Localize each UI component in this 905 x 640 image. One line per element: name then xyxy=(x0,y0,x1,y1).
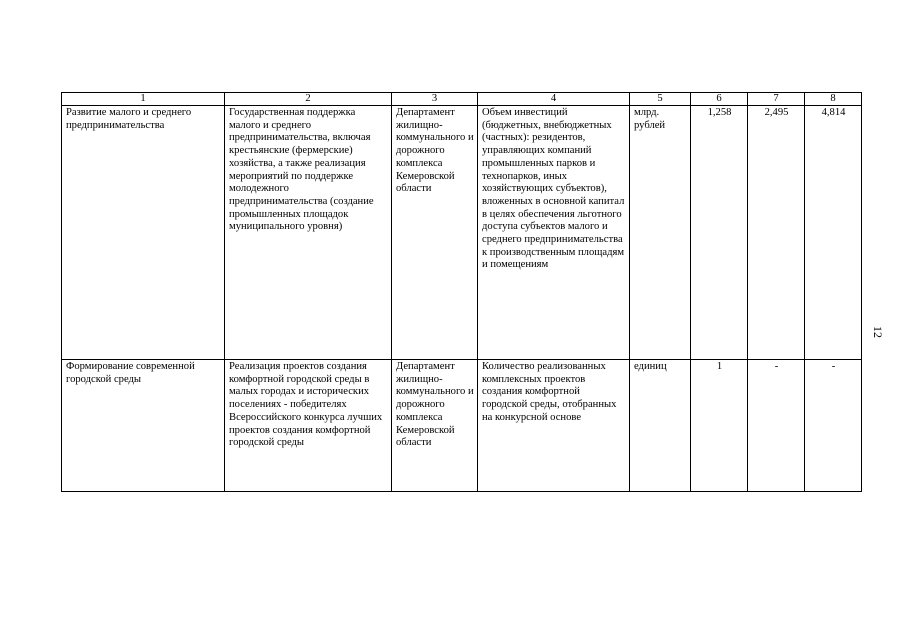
column-header: 3 xyxy=(392,93,478,106)
measure-cell: Государственная поддержка малого и среднего предпринимательства, включая крестьянские (фермерские) хозяйства, а также реализация мероприятий по поддержке молодежного предпринимательства (создание промышленных площадок муниципального уровня) xyxy=(225,106,392,360)
column-header: 7 xyxy=(748,93,805,106)
column-header: 2 xyxy=(225,93,392,106)
column-header: 1 xyxy=(62,93,225,106)
header-row xyxy=(62,93,862,106)
column-header: 5 xyxy=(630,93,691,106)
program-table xyxy=(61,92,862,492)
value-cell: 1 xyxy=(691,360,748,492)
indicator-cell: Количество реализованных комплексных проектов создания комфортной городской среды, отобранных на конкурсной основе xyxy=(478,360,630,492)
unit-cell: млрд. рублей xyxy=(630,106,691,360)
page-number: 12 xyxy=(871,326,885,338)
unit-cell: единиц xyxy=(630,360,691,492)
column-header: 4 xyxy=(478,93,630,106)
column-header: 8 xyxy=(805,93,862,106)
direction-cell: Развитие малого и среднего предпринимательства xyxy=(62,106,225,360)
table-row xyxy=(62,360,862,492)
value-cell: 1,258 xyxy=(691,106,748,360)
executor-cell: Департамент жилищно-коммунального и дорожного комплекса Кемеровской области xyxy=(392,106,478,360)
executor-cell: Департамент жилищно-коммунального и дорожного комплекса Кемеровской области xyxy=(392,360,478,492)
value-cell: 4,814 xyxy=(805,106,862,360)
column-header: 6 xyxy=(691,93,748,106)
measure-cell: Реализация проектов создания комфортной городской среды в малых городах и исторических поселениях - победителях Всероссийского конкурса лучших проектов создания комфортной городской среды xyxy=(225,360,392,492)
value-cell: 2,495 xyxy=(748,106,805,360)
value-cell: - xyxy=(805,360,862,492)
direction-cell: Формирование современной городской среды xyxy=(62,360,225,492)
indicator-cell: Объем инвестиций (бюджетных, внебюджетных (частных): резидентов, управляющих компаний промышленных парков и технопарков, иных хозяйствующих субъектов), вложенных в основной капитал в целях обеспечения льготного доступа субъектов малого и среднего предпринимательства к производственным площадям и помещениям xyxy=(478,106,630,360)
value-cell: - xyxy=(748,360,805,492)
table-row xyxy=(62,106,862,360)
